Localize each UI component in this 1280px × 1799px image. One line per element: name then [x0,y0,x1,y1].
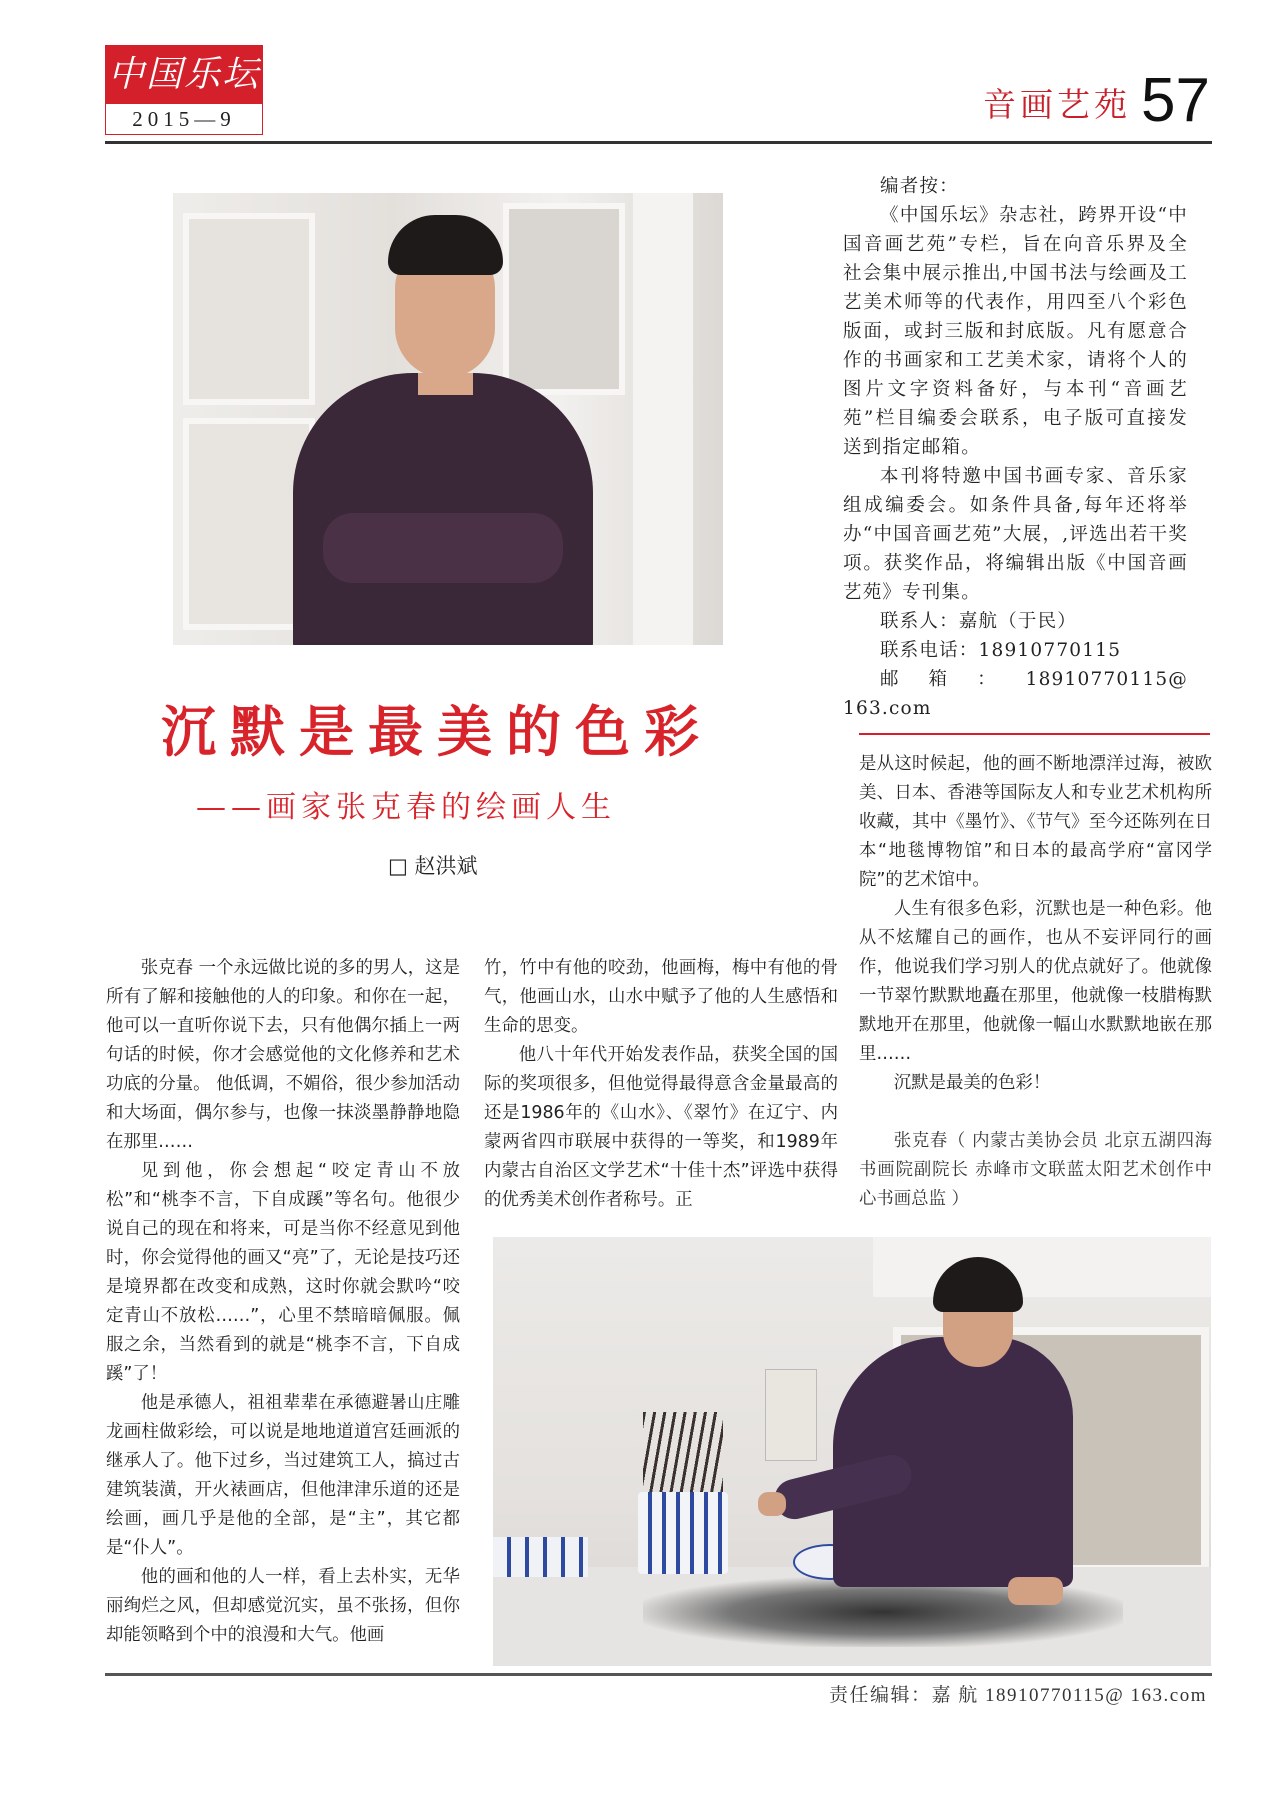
editor-note-paragraph: 本刊将特邀中国书画专家、音乐家组成编委会。如条件具备,每年还将举办“中国音画艺苑”大展，,评选出若干奖项。获奖作品，将编辑出版《中国音画艺苑》专刊集。 [843,466,1188,603]
article-paragraph: 他是承德人，祖祖辈辈在承德避暑山庄雕龙画柱做彩绘，可以说是地地道道宫廷画派的继承人了。他下过乡，当过建筑工人，搞过古建筑装潢，开火裱画店，但他津津乐道的还是绘画，画几乎是他的全部，是“主”，其它都是“仆人”。 [106,1393,460,1558]
page-number: 57 [1141,66,1210,135]
logo-text: 中国乐坛 [106,46,262,104]
note-divider [859,733,1210,735]
article-column-middle [484,954,838,1215]
artist-portrait-photo [173,193,723,645]
article-paragraph: 他的画和他的人一样，看上去朴实，无华丽绚烂之风，但却感觉沉实，虽不张扬，但你却能领略到个中的浪漫和大气。他画 [106,1567,460,1645]
header-rule [105,141,1212,144]
article-column-left [106,954,460,1650]
contact-phone: 联系电话：18910770115 [880,640,1122,661]
article-paragraph: 沉默是最美的色彩！ [893,1073,1051,1093]
editor-note [843,172,1188,723]
issue-date: 2015—9 [132,107,236,131]
artist-bio: 张克春（ 内蒙古美协会员 北京五湖四海书画院副院长 赤峰市文联蓝太阳艺术创作中心书画总监 ） [859,1131,1212,1209]
article-paragraph: 他八十年代开始发表作品，获奖全国的国际的奖项很多，但他觉得最得意含金量最高的还是1986年的《山水》、《翠竹》在辽宁、内蒙两省四市联展中获得的一等奖，和1989年内蒙古自治区文学艺术“十佳十杰”评选中获得的优秀美术创作者称号。正 [484,1045,838,1210]
article-subtitle: ——画家张克春的绘画人生 [196,790,616,825]
editor-note-heading: 编者按： [880,176,959,197]
article-paragraph: 是从这时候起，他的画不断地漂洋过海，被欧美、日本、香港等国际友人和专业艺术机构所收藏，其中《墨竹》、《节气》至今还陈列在日本“地毯博物馆”和日本的最高学府“富冈学院”的艺术馆中。 [859,754,1212,890]
article-paragraph: 竹，竹中有他的咬劲，他画梅，梅中有他的骨气，他画山水，山水中赋予了他的人生感悟和生命的思变。 [484,958,838,1036]
section-name: 音画艺苑 [983,85,1132,124]
article-author: □ 赵洪斌 [388,854,478,878]
editor-credit: 责任编辑：嘉 航 18910770115@ 163.com [828,1685,1207,1706]
article-paragraph: 见到他，你会想起“咬定青山不放松”和“桃李不言，下自成蹊”等名句。他很少说自己的现在和将来，可是当你不经意见到他时，你会觉得他的画又“亮”了，无论是技巧还是境界都在改变和成熟，这时你就会默吟“咬定青山不放松……”，心里不禁暗暗佩服。佩服之余，当然看到的就是“桃李不言，下自成蹊”了！ [106,1161,460,1384]
contact-person: 联系人：嘉航（于民） [880,611,1078,632]
article-column-right [859,750,1212,1214]
editor-note-paragraph: 《中国乐坛》杂志社，跨界开设“中国音画艺苑”专栏，旨在向音乐界及全社会集中展示推出,中国书法与绘画及工艺美术师等的代表作，用四至八个彩色版面，或封三版和封底版。凡有愿意合作的书画家和工艺美术家，请将个人的图片文字资料备好，与本刊“音画艺苑”栏目编委会联系，电子版可直接发送到指定邮箱。 [843,205,1188,458]
footer-rule [105,1673,1212,1676]
article-paragraph: 人生有很多色彩，沉默也是一种色彩。他从不炫耀自己的画作，也从不妄评同行的画作，他说我们学习别人的优点就好了。他就像一节翠竹默默地矗在那里，他就像一枝腊梅默默地开在那里，他就像一幅山水默默地嵌在那里…… [859,899,1212,1064]
section-header [983,66,1210,135]
article-paragraph: 张克春 一个永远做比说的多的男人，这是所有了解和接触他的人的印象。和你在一起，他可以一直听你说下去，只有他偶尔插上一两句话的时候，你才会感觉他的文化修养和艺术功底的分量。 他低调，不媚俗，很少参加活动和大场面，偶尔参与，也像一抹淡墨静静地隐在那里…… [106,958,460,1152]
article-title: 沉默是最美的色彩 [161,699,714,764]
artist-painting-photo [493,1237,1211,1666]
contact-email: 邮箱：18910770115@ 163.com [843,669,1188,719]
magazine-logo [105,45,263,135]
